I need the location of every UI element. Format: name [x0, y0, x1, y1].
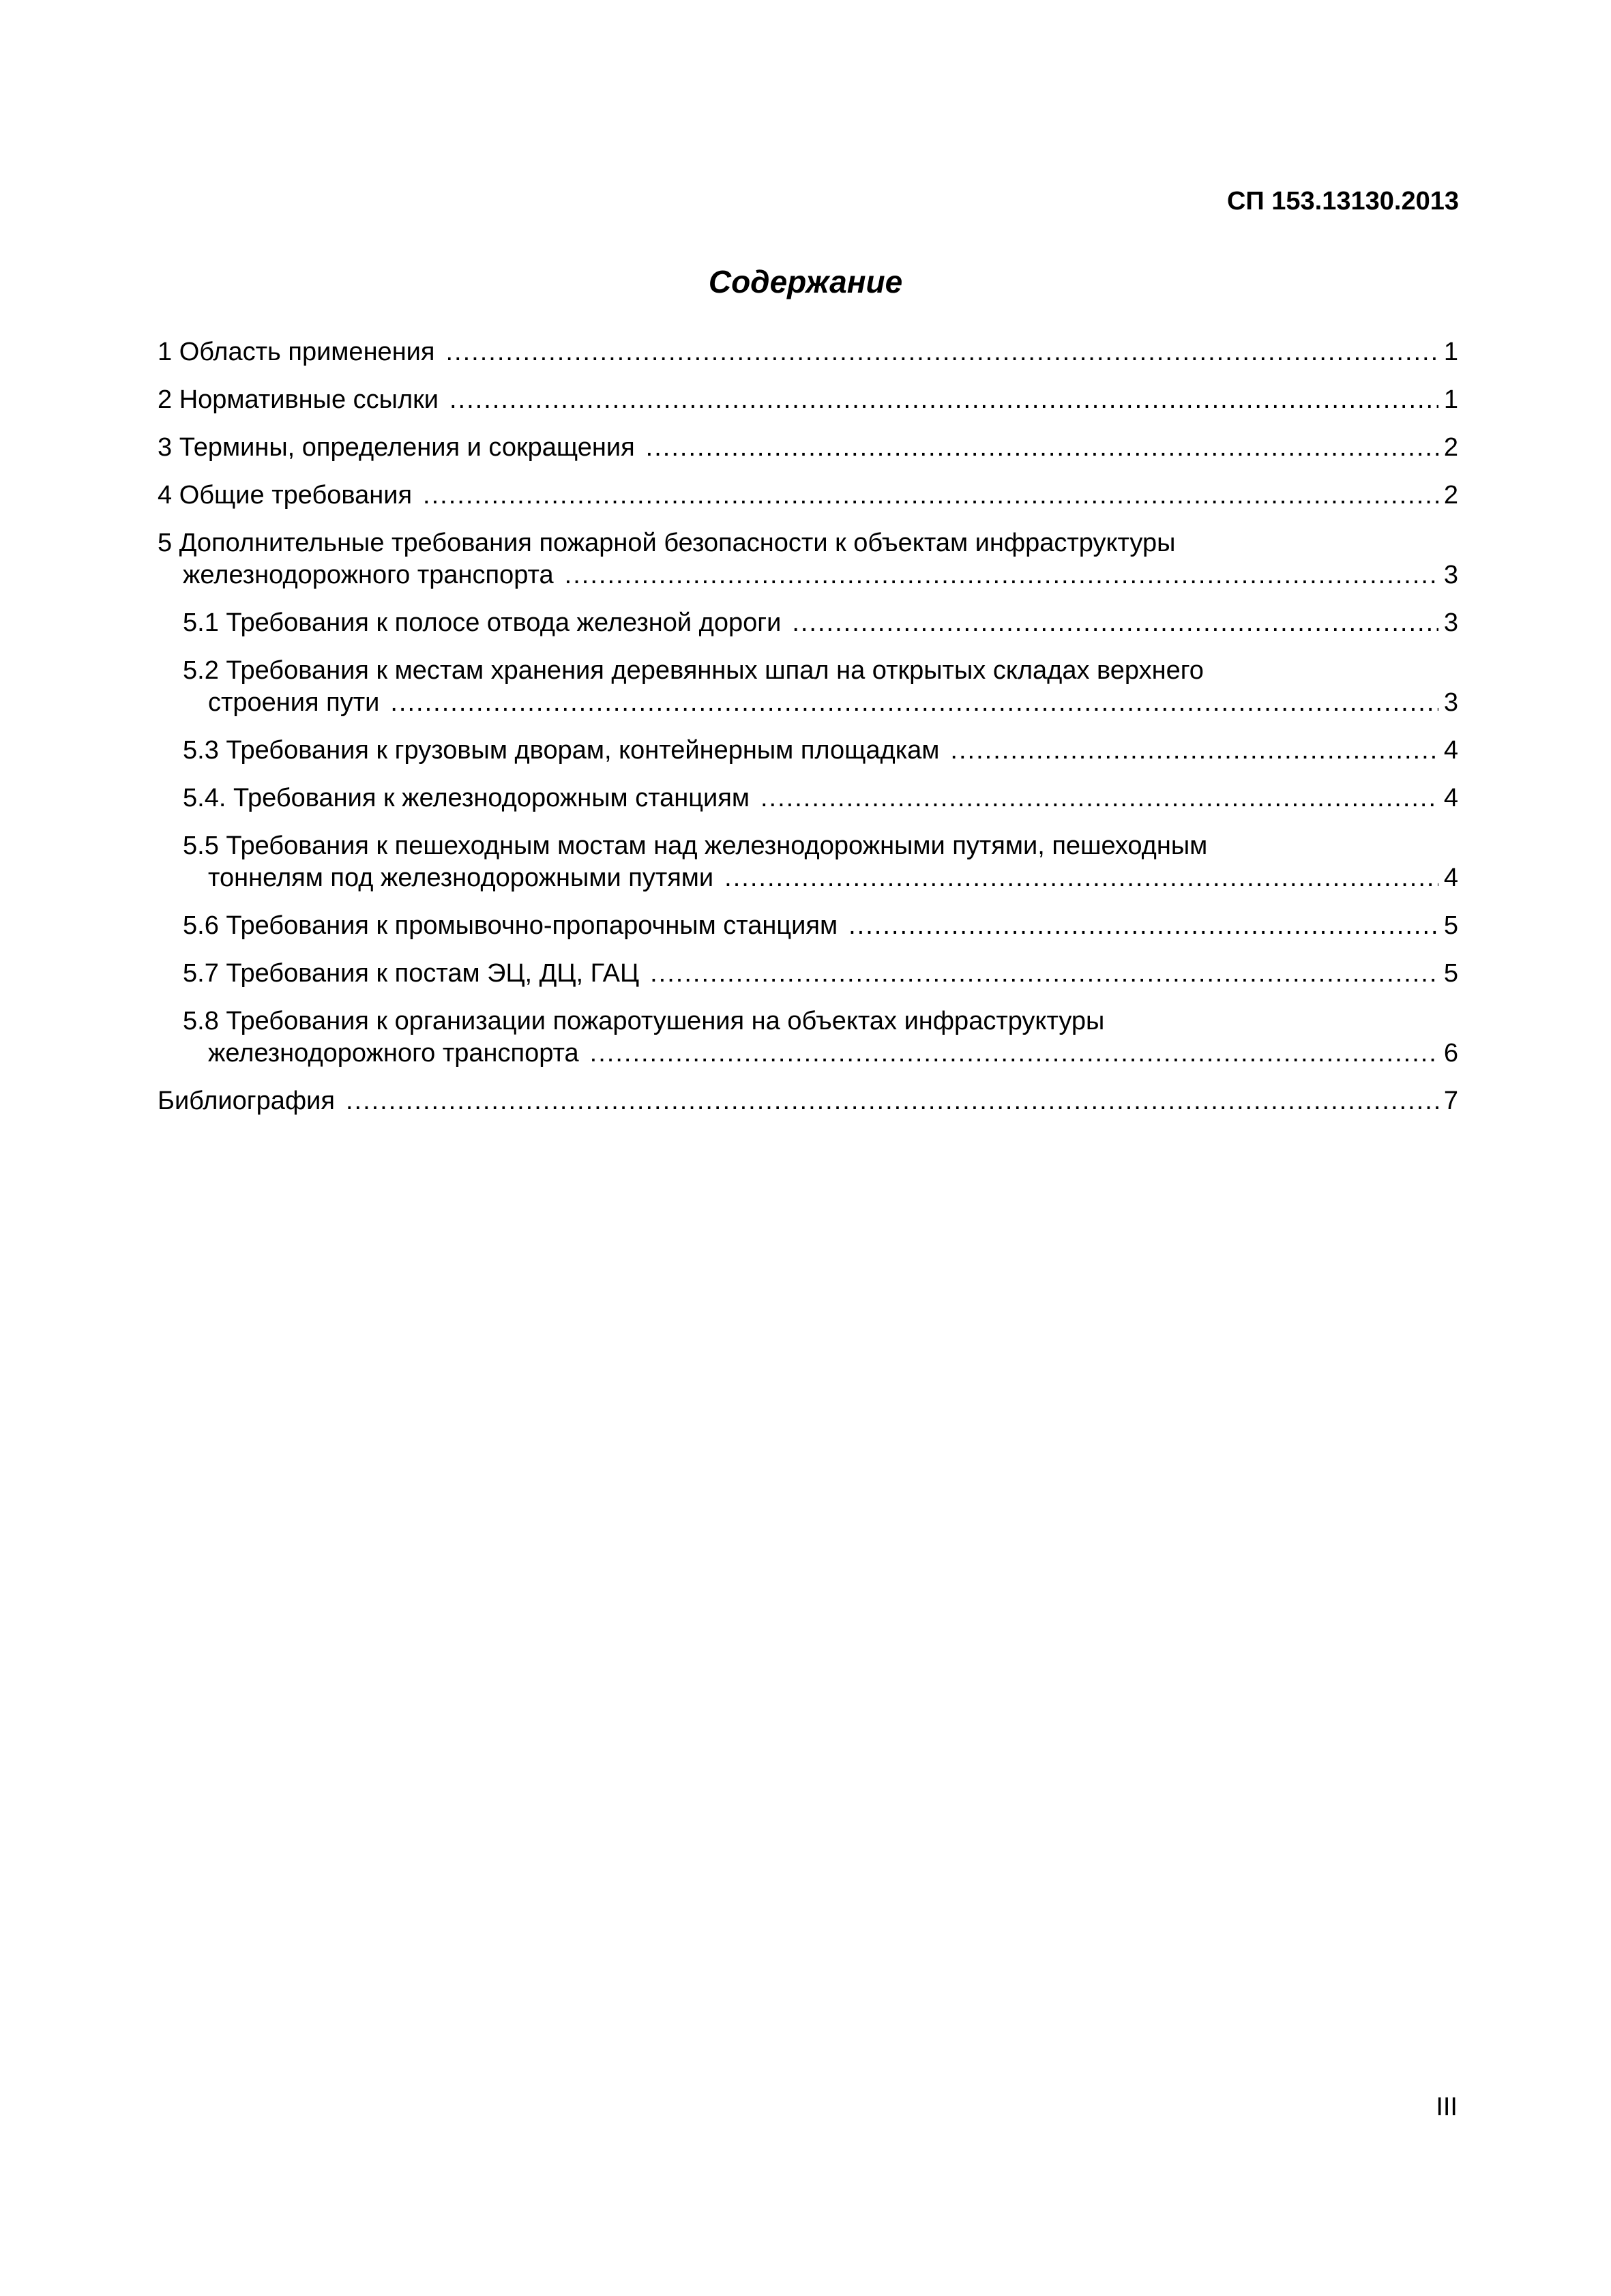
toc-page-number: 5 [1443, 959, 1458, 988]
toc-entry-line [158, 432, 1458, 464]
page-number: III [1436, 2093, 1458, 2121]
toc-dot-leader [950, 735, 1438, 767]
toc-dot-leader [390, 687, 1438, 719]
toc-entry-line [183, 655, 1458, 687]
toc-entry[interactable] [158, 958, 1458, 990]
toc-page-number: 2 [1443, 433, 1458, 462]
toc-entry-text: Библиография [158, 1087, 335, 1115]
toc-entry[interactable] [158, 830, 1458, 894]
toc-entry-text: 5.2 Требования к местам хранения деревянных шпал на открытых складах верхнего [183, 656, 1204, 685]
toc-entry-line [183, 607, 1458, 639]
toc-entry-line [158, 336, 1458, 368]
toc-entry[interactable] [158, 527, 1458, 591]
toc-page-number: 2 [1443, 481, 1458, 510]
toc-entry-text: тоннелям под железнодорожными путями [208, 864, 714, 892]
toc-entry-text: 4 Общие требования [158, 481, 413, 510]
toc-page-number: 1 [1443, 338, 1458, 366]
toc-dot-leader [445, 336, 1438, 368]
toc-page-number: 6 [1443, 1039, 1458, 1068]
toc-page-number: 4 [1443, 736, 1458, 765]
toc-page-number: 4 [1443, 864, 1458, 892]
toc-entry-line [183, 958, 1458, 990]
toc-entry-text: 5.1 Требования к полосе отвода железной дороги [183, 608, 782, 637]
toc-entry[interactable] [158, 432, 1458, 464]
toc-page-number: 3 [1443, 608, 1458, 637]
toc-page-number: 4 [1443, 784, 1458, 812]
toc-entry[interactable] [158, 1085, 1458, 1117]
table-of-contents [158, 336, 1458, 1133]
toc-entry-text: железнодорожного транспорта [208, 1039, 579, 1068]
toc-page-number: 1 [1443, 385, 1458, 414]
toc-entry-line [158, 384, 1458, 416]
toc-entry-text: 5.6 Требования к промывочно-пропарочным станциям [183, 911, 838, 940]
toc-entry-text: 2 Нормативные ссылки [158, 385, 439, 414]
toc-entry[interactable] [158, 480, 1458, 512]
toc-entry-text: 5.7 Требования к постам ЭЦ, ДЦ, ГАЦ [183, 959, 640, 988]
toc-entry-line [183, 687, 1458, 719]
toc-dot-leader [650, 958, 1438, 990]
toc-entry-line [158, 559, 1458, 591]
toc-entry-line [183, 862, 1458, 894]
toc-entry-line [158, 1085, 1458, 1117]
toc-dot-leader [760, 782, 1438, 814]
toc-entry-line [183, 1005, 1458, 1037]
toc-entry-text: железнодорожного транспорта [183, 561, 554, 589]
toc-entry[interactable] [158, 910, 1458, 942]
toc-entry[interactable] [158, 1005, 1458, 1070]
toc-dot-leader [423, 480, 1438, 512]
toc-entry[interactable] [158, 782, 1458, 814]
toc-dot-leader [724, 862, 1438, 894]
toc-page-number: 3 [1443, 688, 1458, 717]
toc-title: Содержание [708, 264, 903, 299]
toc-entry-text: 1 Область применения [158, 338, 435, 366]
toc-page-number: 7 [1443, 1087, 1458, 1115]
toc-entry[interactable] [158, 384, 1458, 416]
toc-entry-line [183, 910, 1458, 942]
toc-entry-text: строения пути [208, 688, 380, 717]
toc-entry[interactable] [158, 607, 1458, 639]
toc-entry-text: 5 Дополнительные требования пожарной безопасности к объектам инфраструктуры [158, 529, 1176, 557]
toc-dot-leader [590, 1037, 1438, 1070]
toc-entry-line [183, 1037, 1458, 1070]
toc-entry[interactable] [158, 655, 1458, 719]
toc-entry[interactable] [158, 735, 1458, 767]
toc-dot-leader [646, 432, 1438, 464]
toc-entry-line [158, 527, 1458, 559]
toc-entry-text: 5.8 Требования к организации пожаротушения на объектах инфраструктуры [183, 1007, 1105, 1035]
toc-dot-leader [565, 559, 1438, 591]
toc-dot-leader [848, 910, 1438, 942]
toc-entry[interactable] [158, 336, 1458, 368]
toc-dot-leader [449, 384, 1438, 416]
toc-page-number: 3 [1443, 561, 1458, 589]
toc-entry-line [183, 735, 1458, 767]
toc-entry-line [158, 480, 1458, 512]
document-code: СП 153.13130.2013 [1226, 187, 1459, 216]
toc-page-number: 5 [1443, 911, 1458, 940]
toc-entry-text: 5.3 Требования к грузовым дворам, контейнерным площадкам [183, 736, 940, 765]
toc-entry-text: 3 Термины, определения и сокращения [158, 433, 635, 462]
toc-dot-leader [792, 607, 1438, 639]
toc-entry-text: 5.5 Требования к пешеходным мостам над железнодорожными путями, пешеходным [183, 831, 1208, 860]
toc-entry-line [183, 830, 1458, 862]
toc-entry-text: 5.4. Требования к железнодорожным станциям [183, 784, 750, 812]
toc-dot-leader [346, 1085, 1438, 1117]
toc-entry-line [183, 782, 1458, 814]
